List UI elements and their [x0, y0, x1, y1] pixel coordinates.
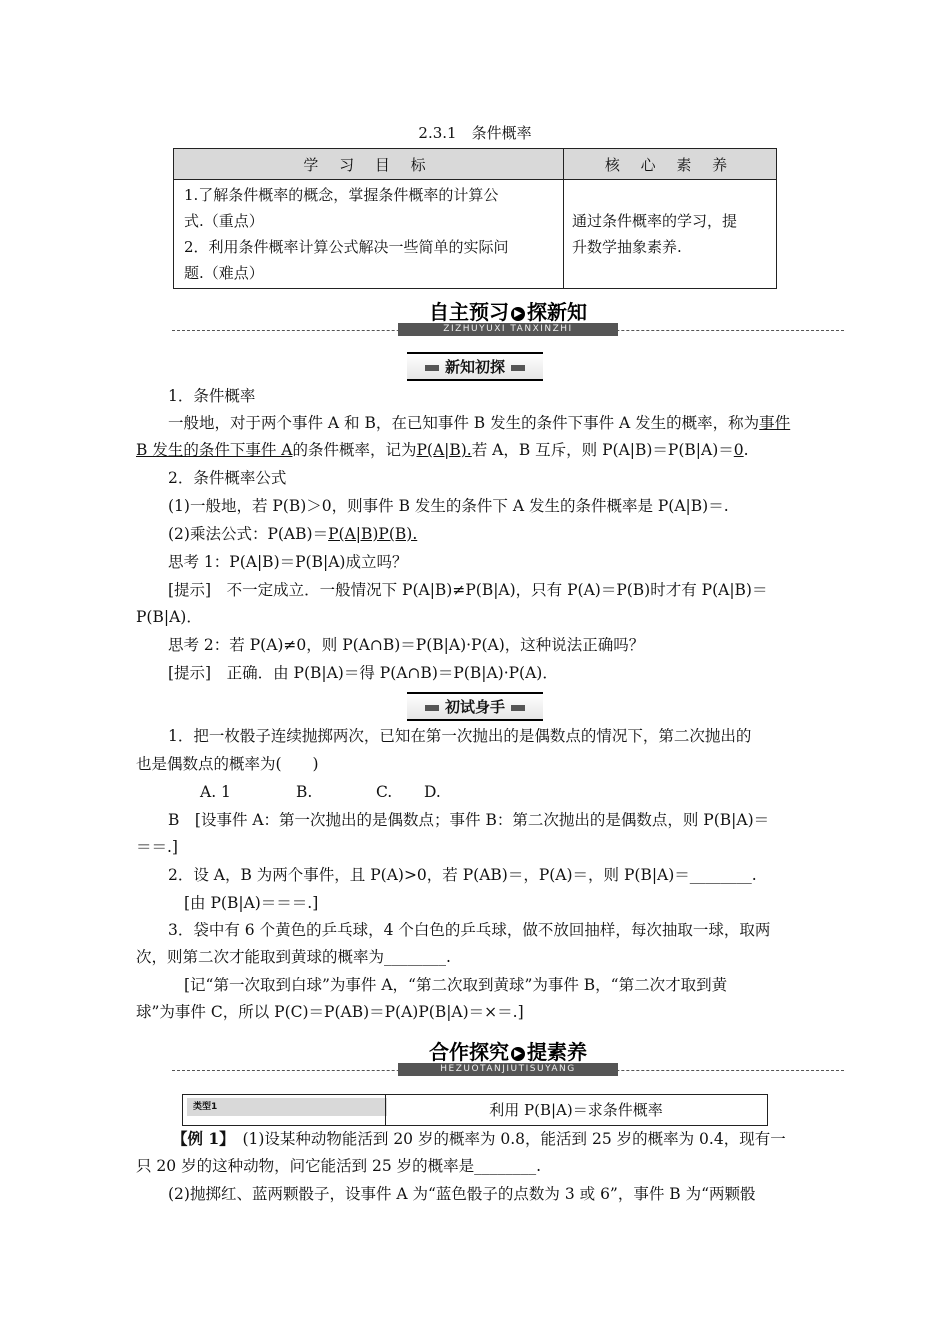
section-heading: 2．条件概率公式 [168, 469, 287, 487]
type-title: 利用 P(B|A)＝求条件概率 [489, 1101, 663, 1119]
goals-right-cell [564, 180, 777, 289]
subheading-label: 新知初探 [407, 352, 543, 381]
answer-text: [记“第一次取到白球”为事件 A，“第二次取到黄球”为事件 B，“第二次才取到黄 [184, 976, 728, 994]
section-heading: 1．条件概率 [168, 387, 256, 405]
arrow-icon: ▶ [511, 307, 525, 321]
text-run: 若 A，B 互斥，则 P(A|B)＝P(B|A)＝ [471, 441, 734, 459]
section-banner-preview [172, 300, 844, 344]
text-run: (1)设某种动物能活到 20 岁的概率为 0.8，能活到 25 岁的概率为 0.4，现有一 [226, 1130, 786, 1148]
literacy-line: 通过条件概率的学习，提 [572, 212, 738, 230]
exercise-text: 次，则第二次才能取到黄球的概率为________. [136, 948, 451, 966]
example-label: 【例 1】 [172, 1129, 227, 1148]
goal-line: 题.（难点） [184, 264, 264, 282]
goals-left-cell [174, 180, 564, 289]
underlined-answer: 事件 [759, 414, 791, 432]
definition-paragraph [136, 410, 816, 436]
goal-line: 2．利用条件概率计算公式解决一些简单的实际问 [184, 238, 509, 256]
exercise-text: 也是偶数点的概率为( ) [136, 755, 319, 773]
banner-heading [172, 296, 844, 325]
goals-header-right: 核 心 素 养 [564, 149, 777, 180]
hint-text-cont: P(B|A)． [136, 608, 202, 626]
answer-text: ＝＝.] [136, 838, 178, 856]
example-line [172, 1126, 816, 1152]
definition-paragraph-cont [136, 437, 816, 463]
text-run: (2)乘法公式：P(AB)＝ [168, 525, 329, 543]
page-title: 2.3.1 条件概率 [418, 124, 532, 142]
subheading-new-knowledge [0, 352, 950, 381]
literacy-line: 升数学抽象素养. [572, 238, 682, 256]
underlined-answer: P(A|B). [416, 441, 472, 459]
banner-heading-left: 合作探究 [429, 1040, 509, 1064]
think-question: 思考 1：P(A|B)＝P(B|A)成立吗？ [168, 553, 408, 571]
banner-pinyin: HEZUOTANJIUTISUYANG [398, 1063, 618, 1076]
hint-text: [提示] 不一定成立．一般情况下 P(A|B)≠P(B|A)，只有 P(A)＝P(B)时才有 P(A|B)＝ [168, 581, 768, 599]
choice-d: D. [424, 783, 441, 801]
banner-heading-right: 提素养 [527, 1040, 587, 1064]
exercise-text: 1．把一枚骰子连续抛掷两次，已知在第一次抛出的是偶数点的情况下，第二次抛出的 [168, 727, 752, 745]
exercise-text: 2．设 A，B 为两个事件，且 P(A)>0，若 P(AB)＝，P(A)＝，则 P(B|A)＝________. [168, 866, 757, 884]
banner-heading [172, 1036, 844, 1065]
section-banner-explore [172, 1040, 844, 1084]
choice-c: C. [376, 783, 393, 801]
arrow-icon: ▶ [511, 1047, 525, 1061]
answer-text: B [设事件 A：第一次抛出的是偶数点；事件 B：第二次抛出的是偶数点，则 P(B|A)＝ [168, 811, 770, 829]
type-box [182, 1094, 768, 1126]
formula-line [136, 521, 816, 547]
exercise-text: 3．袋中有 6 个黄色的乒乓球，4 个白色的乒乓球，做不放回抽样，每次抽取一球，取两 [168, 921, 771, 939]
answer-text: 球”为事件 C，所以 P(C)＝P(AB)＝P(A)P(B|A)＝×＝.] [136, 1003, 524, 1021]
choice-a: A. 1 [200, 783, 231, 801]
example-line: (2)抛掷红、蓝两颗骰子，设事件 A 为“蓝色骰子的点数为 3 或 6”，事件 B 为“两颗骰 [168, 1185, 756, 1203]
underlined-answer: B 发生的条件下事件 A [136, 441, 293, 459]
type-tag: 类型1 [187, 1098, 387, 1116]
choice-b: B. [296, 783, 313, 801]
formula-line: (1)一般地，若 P(B)＞0，则事件 B 发生的条件下 A 发生的条件概率是 P(A|B)＝. [168, 497, 729, 515]
goals-table [173, 148, 777, 289]
goal-line: 1.了解条件概率的概念，掌握条件概率的计算公 [184, 186, 499, 204]
text-run: 的条件概率，记为 [292, 441, 417, 459]
choice-row [136, 779, 816, 805]
answer-text: [由 P(B|A)＝＝＝.] [184, 894, 319, 912]
banner-pinyin: ZIZHUYUXI TANXINZHI [398, 323, 618, 336]
think-question: 思考 2：若 P(A)≠0，则 P(A∩B)＝P(B|A)·P(A)，这种说法正确吗？ [168, 636, 645, 654]
subheading-label: 初试身手 [407, 692, 543, 721]
subheading-first-try [0, 692, 950, 721]
text-run: . [743, 441, 749, 459]
example-line: 只 20 岁的这种动物，问它能活到 25 岁的概率是________. [136, 1157, 542, 1175]
goal-line: 式.（重点） [184, 212, 264, 230]
underlined-answer: 0 [733, 441, 744, 459]
banner-heading-left: 自主预习 [429, 300, 509, 324]
goals-header-left: 学 习 目 标 [174, 149, 564, 180]
hint-text: [提示] 正确．由 P(B|A)＝得 P(A∩B)＝P(B|A)·P(A)． [168, 664, 558, 682]
text-run: 一般地，对于两个事件 A 和 B，在已知事件 B 发生的条件下事件 A 发生的概率，称为 [168, 414, 760, 432]
banner-heading-right: 探新知 [527, 300, 587, 324]
underlined-answer: P(A|B)P(B). [328, 525, 418, 543]
